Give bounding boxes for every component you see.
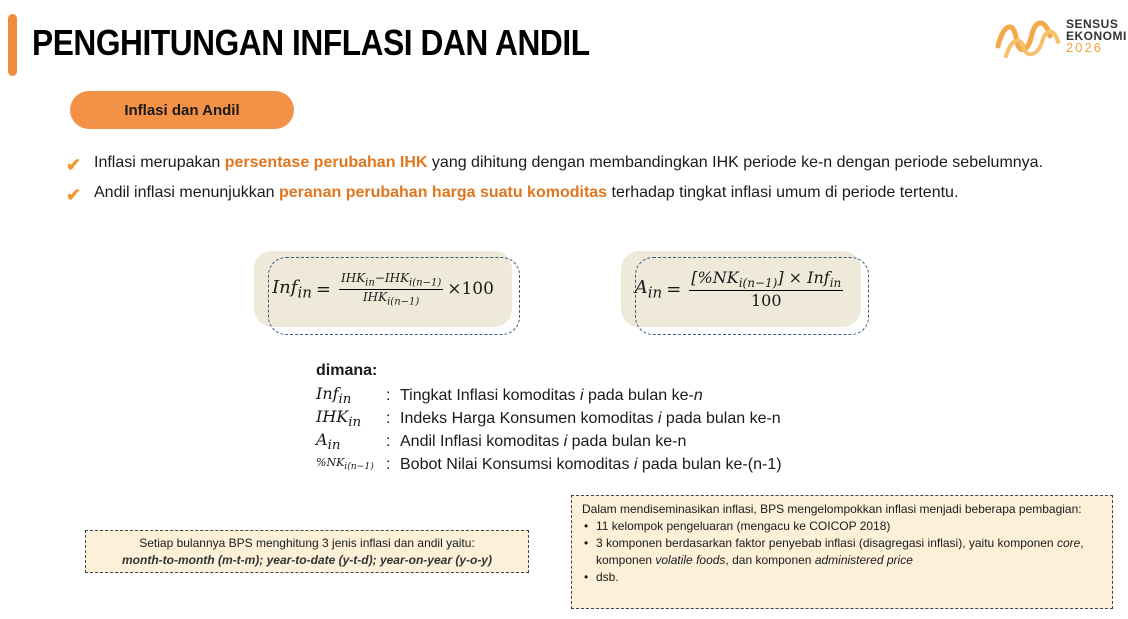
logo-year: 2026 xyxy=(1066,40,1103,55)
formula-numerator: $IHK_{in}-IHK_{i(n-1)}$ xyxy=(341,271,442,289)
formula-lhs-sub: in xyxy=(647,283,663,302)
definitions xyxy=(316,362,782,476)
definition-symbol: $\%NK_{i(n-1)}$ xyxy=(316,456,374,473)
checkmark-icon: ✔ xyxy=(66,155,82,175)
bullet-text: Andil inflasi menunjukkan xyxy=(94,184,279,201)
title-accent-bar xyxy=(8,14,17,76)
note-list-item: • dsb. xyxy=(596,569,1102,586)
definitions-heading: dimana: xyxy=(316,362,378,379)
note-list-item: • 11 kelompok pengeluaran (mengacu ke COICOP 2018) xyxy=(596,518,1102,535)
definition-symbol: $IHK_{in}$ xyxy=(316,406,362,431)
definition-symbol: $A_{in}$ xyxy=(316,429,341,454)
definition-colon: : xyxy=(386,386,391,404)
note-line-italic: month-to-month (m-t-m); year-to-date (y-t-d); year-on-year (y-o-y) xyxy=(122,553,492,567)
logo-line2: EKONOMI xyxy=(1066,29,1127,43)
formula-equals: = xyxy=(666,278,682,300)
definition-row xyxy=(316,430,782,453)
definition-text: Bobot Nilai Konsumsi komoditas i pada bulan ke-(n-1) xyxy=(400,455,782,473)
section-pill: Inflasi dan Andil xyxy=(70,91,294,129)
formula-denominator: 100 xyxy=(751,291,782,311)
inflation-types-note xyxy=(85,530,529,573)
andil-formula xyxy=(621,251,861,327)
andil-formula-box xyxy=(621,251,861,327)
logo-line1: SENSUS xyxy=(1066,17,1119,31)
inflation-formula-box xyxy=(254,251,512,327)
page-title: PENGHITUNGAN INFLASI DAN ANDIL xyxy=(32,22,590,63)
inflation-formula xyxy=(254,251,512,327)
note-list-item: • 3 komponen berdasarkan faktor penyebab inflasi (disagregasi inflasi), yaitu komponen core, komponen volatile foods, dan komponen administered price xyxy=(596,535,1102,569)
formula-lhs: A xyxy=(634,276,648,298)
definition-text: Tingkat Inflasi komoditas i pada bulan ke-n xyxy=(400,386,703,404)
formula-times: ×100 xyxy=(447,279,494,299)
note-intro: Dalam mendiseminasikan inflasi, BPS mengelompokkan inflasi menjadi beberapa pembagian: xyxy=(582,502,1082,516)
bullet-text: terhadap tingkat inflasi umum di periode tertentu. xyxy=(607,184,959,201)
definition-text: Indeks Harga Konsumen komoditas i pada bulan ke-n xyxy=(400,409,781,427)
bullet-item xyxy=(66,181,1106,205)
logo-text xyxy=(1066,18,1127,54)
definition-row xyxy=(316,407,782,430)
sensus-ekonomi-logo xyxy=(994,14,1127,62)
bullet-text: Inflasi merupakan xyxy=(94,154,225,171)
formula-fraction xyxy=(339,271,443,307)
definition-row xyxy=(316,453,782,476)
note-list xyxy=(582,518,1102,586)
formula-lhs: Inf xyxy=(272,276,298,298)
definition-symbol: Inf$_{in}$ xyxy=(316,383,352,408)
definition-text: Andil Inflasi komoditas i pada bulan ke-n xyxy=(400,432,687,450)
formula-denominator: $IHK_{i(n-1)}$ xyxy=(362,289,420,307)
logo-mark-icon xyxy=(994,16,1062,60)
bullet-list xyxy=(66,151,1106,211)
bullet-highlight: peranan perubahan harga suatu komoditas xyxy=(279,184,608,201)
formula-fraction xyxy=(689,268,843,310)
definition-row xyxy=(316,384,782,407)
bullet-item xyxy=(66,151,1106,175)
definition-colon: : xyxy=(386,432,391,450)
note-line: Setiap bulannya BPS menghitung 3 jenis inflasi dan andil yaitu: xyxy=(139,536,475,550)
checkmark-icon: ✔ xyxy=(66,185,82,205)
definition-colon: : xyxy=(386,409,391,427)
definition-colon: : xyxy=(386,455,391,473)
formula-equals: = xyxy=(315,278,331,300)
dissemination-note xyxy=(571,495,1113,609)
formula-lhs-sub: in xyxy=(297,283,312,302)
formula-numerator: $[\%NK_{i(n-1)}] \times Inf_{in}$ xyxy=(691,267,842,291)
bullet-highlight: persentase perubahan IHK xyxy=(224,154,428,171)
bullet-text: yang dihitung dengan membandingkan IHK periode ke-n dengan periode sebelumnya. xyxy=(427,154,1044,171)
